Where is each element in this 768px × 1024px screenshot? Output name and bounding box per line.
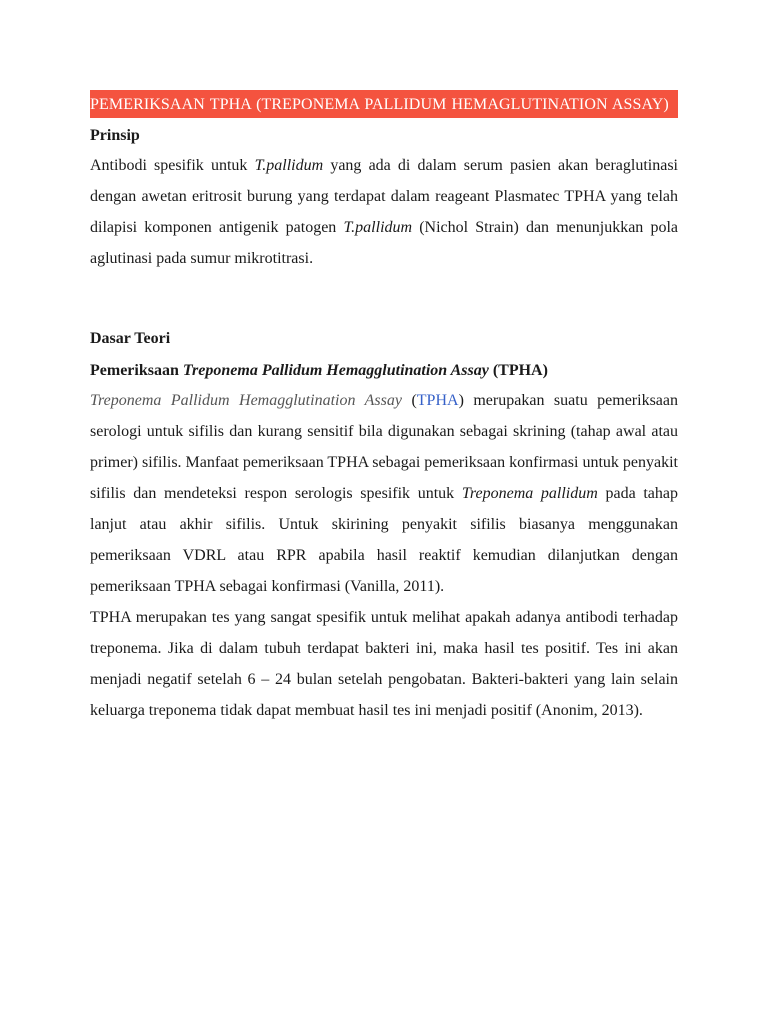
prinsip-paragraph	[90, 150, 678, 274]
paragraph-text-b: pada tahap lanjut atau akhir sifilis. Untuk skirining penyakit sifilis biasanya menggunakan pemeriksaan VDRL atau RPR apabila hasil reaktif kemudian dilanjutkan dengan pemeriksaan TPHA sebagai konfirmasi (Vanilla, 2011).	[90, 485, 678, 595]
paragraph-text-a: ) merupakan suatu pemeriksaan serologi untuk sifilis dan kurang sensitif bila digunakan sebagai skrining (tahap awal atau primer) sifilis. Manfaat pemeriksaan TPHA sebagai pemeriksaan konfirmasi untuk penyakit sifilis dan mendeteksi respon serologis spesifik untuk	[90, 392, 679, 502]
dasar-teori-heading: Dasar Teori	[90, 330, 171, 347]
organism-name: T.pallidum	[254, 157, 324, 174]
paren-open: (	[401, 392, 417, 409]
dasar-teori-subheading	[90, 361, 678, 381]
prinsip-text-3: (Nichol Strain) dan menunjukkan pola aglutinasi pada sumur mikrotitrasi.	[90, 219, 679, 267]
prinsip-heading: Prinsip	[90, 127, 140, 144]
document-page	[90, 90, 678, 726]
organism-name: Treponema pallidum	[461, 485, 598, 502]
subheading-suffix: (TPHA)	[488, 362, 548, 379]
prinsip-text-1: Antibodi spesifik untuk	[90, 157, 255, 174]
subheading-prefix: Pemeriksaan	[90, 362, 183, 379]
prinsip-text-2: yang ada di dalam serum pasien akan beraglutinasi dengan awetan eritrosit burung yang terdapat dalam reageant Plasmatec TPHA yang telah dilapisi komponen antigenik patogen	[90, 157, 679, 236]
organism-name: T.pallidum	[343, 219, 413, 236]
tpha-link[interactable]: TPHA	[416, 392, 459, 409]
subheading-italic: Treponema Pallidum Hemagglutination Assay	[182, 362, 489, 379]
dasar-teori-paragraph-2: TPHA merupakan tes yang sangat spesifik untuk melihat apakah adanya antibodi terhadap treponema. Jika di dalam tubuh terdapat bakteri ini, maka hasil tes positif. Tes ini akan menjadi negatif setelah 6 – 24 bulan setelah pengobatan. Bakteri-bakteri yang lain selain keluarga treponema tidak dapat membuat hasil tes ini menjadi positif (Anonim, 2013).	[90, 609, 678, 719]
dasar-teori-paragraph-1	[90, 385, 678, 602]
document-title: PEMERIKSAAN TPHA (TREPONEMA PALLIDUM HEMAGLUTINATION ASSAY)	[90, 90, 678, 118]
tpha-term: Treponema Pallidum Hemagglutination Assay	[90, 392, 402, 409]
